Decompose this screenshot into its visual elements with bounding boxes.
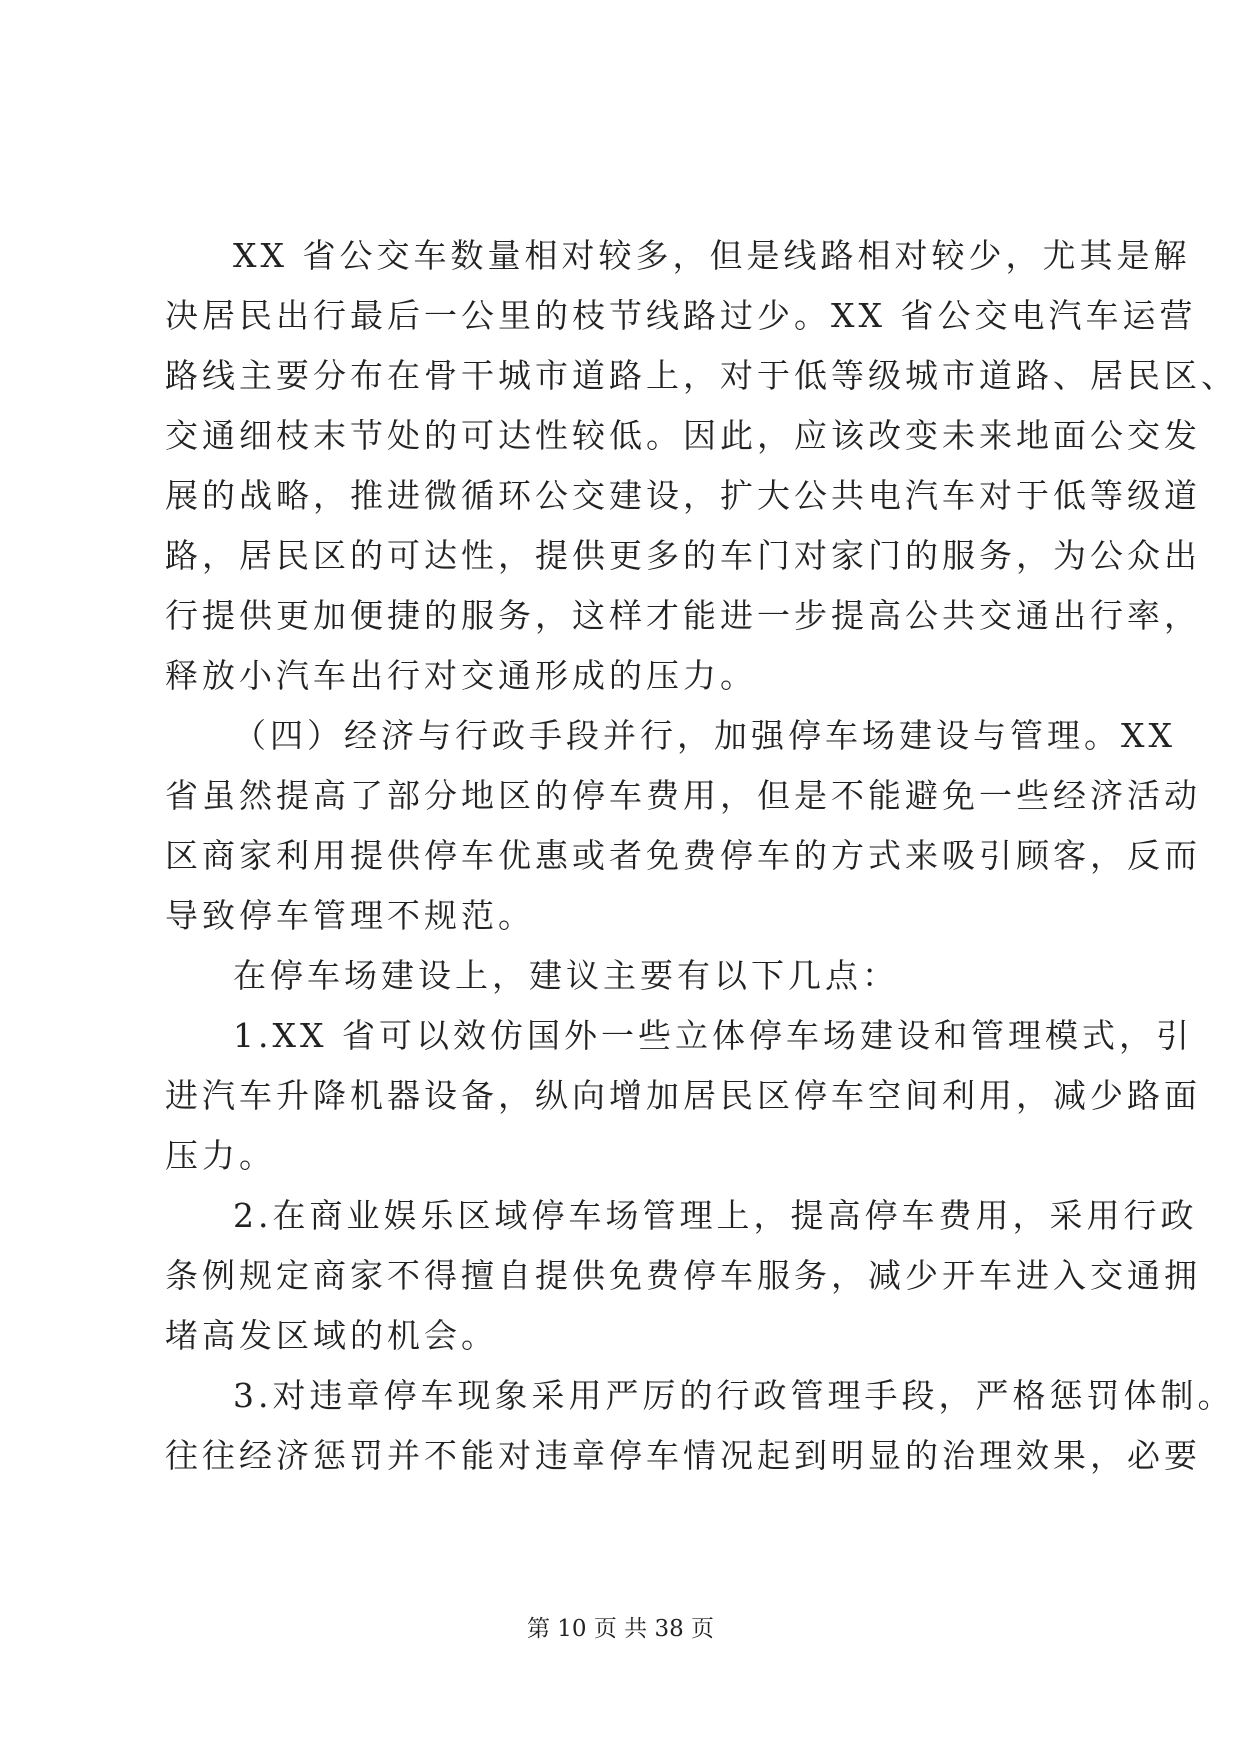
text-line: 堵高发区域的机会。 [165, 1316, 498, 1355]
text-line: XX 省公交车数量相对较多，但是线路相对较少，尤其是解 [233, 236, 1191, 275]
text-line: 交通细枝末节处的可达性较低。因此，应该改变未来地面公交发 [165, 416, 1201, 455]
paragraph-suggestion-1 [165, 1006, 1201, 1186]
text-line: 2.在商业娱乐区域停车场管理上，提高停车费用，采用行政 [233, 1196, 1198, 1235]
text-line: 展的战略，推进微循环公交建设，扩大公共电汽车对于低等级道 [165, 476, 1201, 515]
paragraph-suggestion-2 [165, 1186, 1201, 1366]
paragraph-parking-section [165, 706, 1201, 946]
text-line: 释放小汽车出行对交通形成的压力。 [165, 656, 757, 695]
text-line: 进汽车升降机器设备，纵向增加居民区停车空间利用，减少路面 [165, 1076, 1201, 1115]
text-line: 行提供更加便捷的服务，这样才能进一步提高公共交通出行率， [165, 596, 1201, 635]
text-line: 压力。 [165, 1136, 276, 1175]
paragraph-suggestion-3 [165, 1366, 1235, 1486]
document-body [165, 226, 1238, 1486]
text-line: 路，居民区的可达性，提供更多的车门对家门的服务，为公众出 [165, 536, 1201, 575]
text-line: 导致停车管理不规范。 [165, 896, 535, 935]
text-line: 路线主要分布在骨干城市道路上，对于低等级城市道路、居民区、 [165, 356, 1238, 395]
text-line: 3.对违章停车现象采用严厉的行政管理手段，严格惩罚体制。 [233, 1376, 1235, 1415]
text-line: 区商家利用提供停车优惠或者免费停车的方式来吸引顾客，反而 [165, 836, 1201, 875]
text-line: 在停车场建设上，建议主要有以下几点： [233, 956, 899, 995]
paragraph-suggestions-intro [165, 946, 1100, 1006]
page-number-footer: 第 10 页 共 38 页 [526, 1616, 715, 1642]
text-line: （四）经济与行政手段并行，加强停车场建设与管理。XX [233, 716, 1176, 755]
text-line: 1.XX 省可以效仿国外一些立体停车场建设和管理模式，引 [233, 1016, 1193, 1055]
text-line: 往往经济惩罚并不能对违章停车情况起到明显的治理效果，必要 [165, 1436, 1201, 1475]
text-line: 决居民出行最后一公里的枝节线路过少。XX 省公交电汽车运营 [165, 296, 1197, 335]
text-line: 省虽然提高了部分地区的停车费用，但是不能避免一些经济活动 [165, 776, 1201, 815]
paragraph-bus-routes [165, 226, 1238, 706]
text-line: 条例规定商家不得擅自提供免费停车服务，减少开车进入交通拥 [165, 1256, 1201, 1295]
